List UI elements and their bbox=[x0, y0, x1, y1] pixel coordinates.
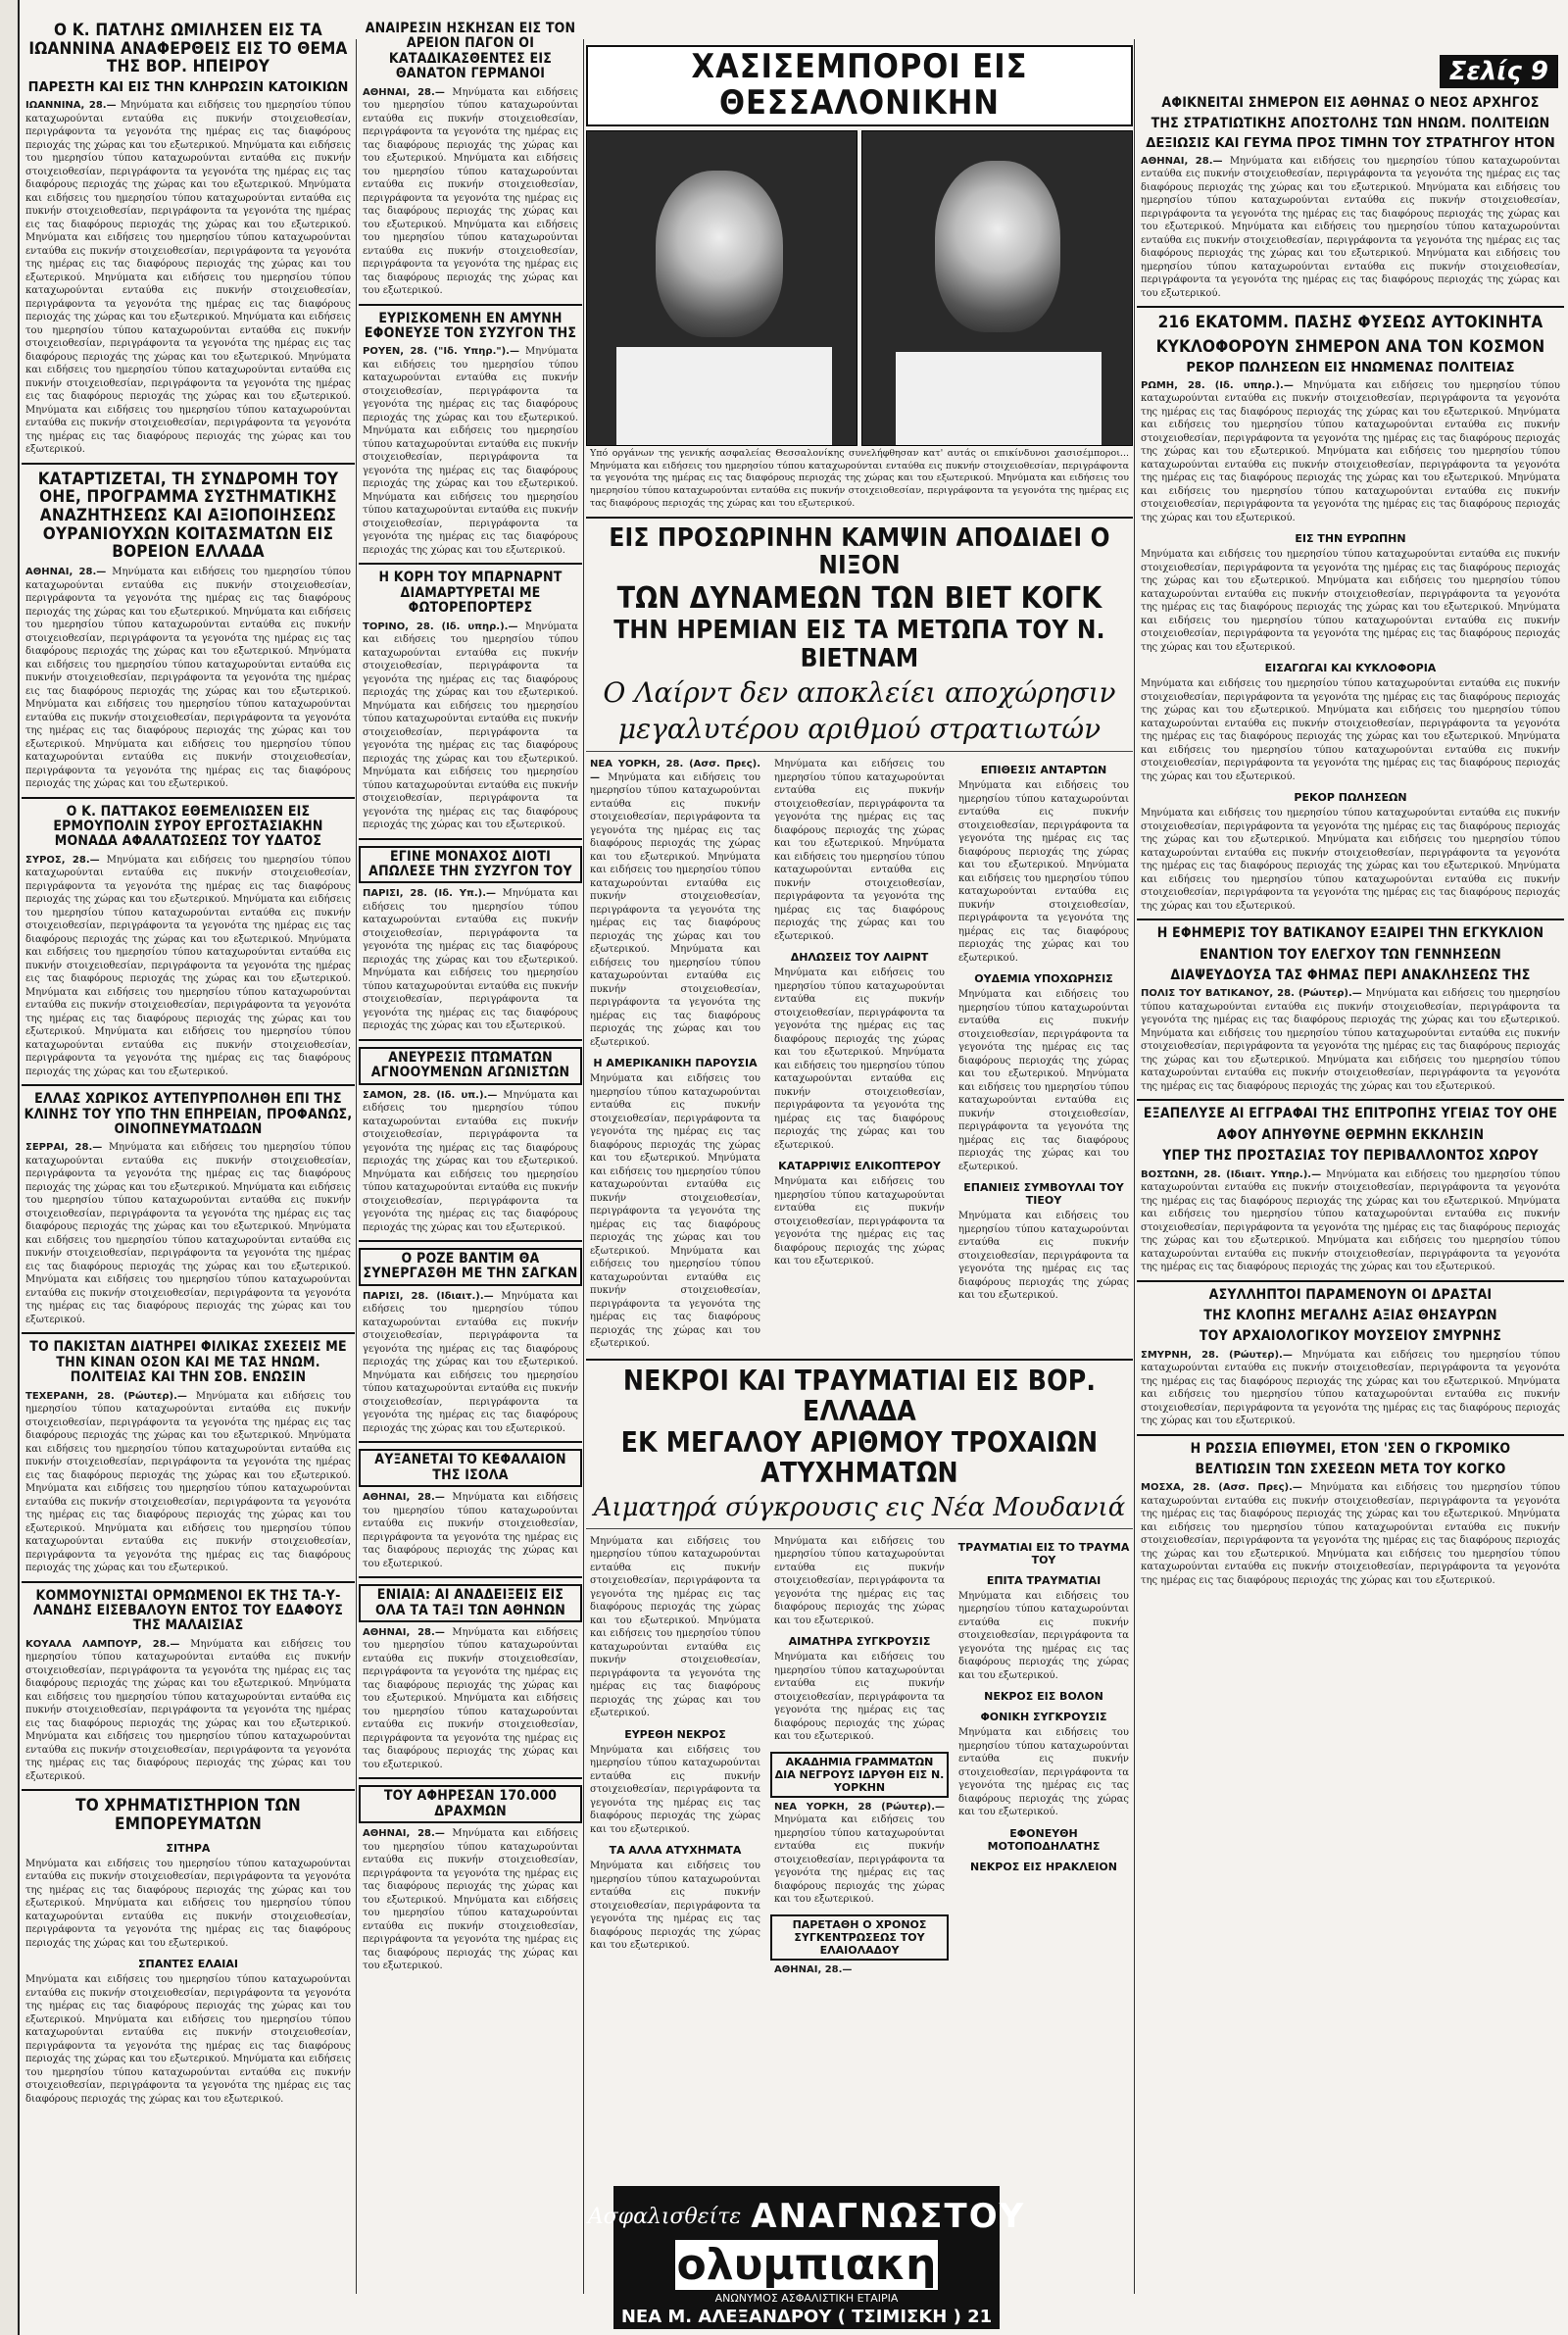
article-body bbox=[774, 758, 945, 943]
column-2 bbox=[359, 0, 582, 1975]
headline: ΕΝΙΑΙΑ: ΑΙ ΑΝΑΔΕΙΞΕΙΣ ΕΙΣ ΟΛΑ ΤΑ ΤΑΞΙ ΤΩΝ ΑΘΗΝΩΝ bbox=[359, 1584, 582, 1622]
article-text: Μηνύματα και ειδήσεις του ημερησίου τύπου καταχωρούνται ενταύθα εις πυκνήν στοιχειοθεσίαν, περιγράφοντα τα γεγονότα της ημέρας εις τας διαφόρους περιοχάς της χώρας και του εξωτερικού. bbox=[1141, 575, 1560, 614]
article-text: Μηνύματα και ειδήσεις του ημερησίου τύπου καταχωρούνται ενταύθα εις πυκνήν στοιχειοθεσίαν, περιγράφοντα τα γεγονότα της ημέρας εις τας διαφόρους περιοχάς της χώρας και του εξωτερικού. bbox=[1141, 1168, 1561, 1207]
article-text: Μηνύματα και ειδήσεις του ημερησίου τύπου καταχωρούνται ενταύθα εις πυκνήν στοιχειοθεσίαν, περιγράφοντα τα γεγονότα της ημέρας εις τας διαφόρους περιοχάς της χώρας και του εξωτερικού. bbox=[958, 1068, 1130, 1172]
text-column bbox=[586, 756, 764, 1353]
dateline: ΝΕΑ ΥΟΡΚΗ, 28. (Ασσ. Πρες).— bbox=[590, 759, 760, 783]
article-body bbox=[1141, 1349, 1560, 1428]
article-text: Μηνύματα και ειδήσεις του ημερησίου τύπου καταχωρούνται ενταύθα εις πυκνήν στοιχειοθεσίαν, περιγράφοντα τα γεγονότα της ημέρας εις τας διαφόρους περιοχάς της χώρας και του εξωτερικού. bbox=[363, 346, 578, 423]
text-column bbox=[955, 756, 1133, 1353]
headline: Ο Κ. ΠΑΤΛΗΣ ΩΜΙΛΗΣΕΝ ΕΙΣ ΤΑ ΙΩΑΝΝΙΝΑ ΑΝΑΦΕΡΘΕΙΣ ΕΙΣ ΤΟ ΘΕΜΑ ΤΗΣ ΒΟΡ. ΗΠΕΙΡΟΥ bbox=[28, 21, 348, 77]
column-rule bbox=[1134, 39, 1135, 2294]
article-text: Μηνύματα και ειδήσεις του ημερησίου τύπου καταχωρούνται ενταύθα εις πυκνήν στοιχειοθεσίαν, περιγράφοντα τα γεγονότα της ημέρας εις τας διαφόρους περιοχάς της χώρας και του εξωτερικού. bbox=[590, 472, 1129, 510]
article-text: Μηνύματα και ειδήσεις του ημερησίου τύπου καταχωρούνται ενταύθα εις πυκνήν στοιχειοθεσίαν, περιγράφοντα τα γεγονότα της ημέρας εις τας διαφόρους περιοχάς της χώρας και του εξωτερικού. bbox=[25, 1731, 351, 1782]
ad-address: ΝΕΑ Μ. ΑΛΕΞΑΝΔΡΟΥ ( ΤΣΙΜΙΣΚΗ ) 21 bbox=[620, 2307, 993, 2327]
subheadline: ΠΑΡΕΣΤΗ ΚΑΙ ΕΙΣ ΤΗΝ ΚΛΗΡΩΣΙΝ ΚΑΤΟΙΚΙΩΝ bbox=[27, 80, 349, 96]
page-number-badge bbox=[1137, 55, 1558, 88]
article-text: Μηνύματα και ειδήσεις του ημερησίου τύπου καταχωρούνται ενταύθα εις πυκνήν στοιχειοθεσίαν, περιγράφοντα τα γεγονότα της ημέρας εις τας διαφόρους περιοχάς της χώρας και του εξωτερικού. bbox=[363, 1089, 579, 1168]
article-body bbox=[1141, 379, 1560, 525]
section-kicker: ΤΡΑΥΜΑΤΙΑΙ ΕΙΣ ΤΟ ΤΡΑΥΜΑ ΤΟΥ bbox=[957, 1540, 1130, 1566]
article-body bbox=[25, 854, 351, 1079]
article-text: Μηνύματα και ειδήσεις του ημερησίου τύπου καταχωρούνται ενταύθα εις πυκνήν στοιχειοθεσίαν, περιγράφοντα τα γεγονότα της ημέρας εις τας διαφόρους περιοχάς της χώρας και του εξωτερικού. bbox=[25, 1142, 352, 1193]
dateline: ΑΘΗΝΑΙ, 28.— bbox=[1141, 155, 1223, 167]
article-body bbox=[363, 1626, 578, 1772]
article-text: Μηνύματα και ειδήσεις του ημερησίου τύπου καταχωρούνται ενταύθα εις πυκνήν στοιχειοθεσίαν, περιγράφοντα τα γεγονότα της ημέρας εις τας διαφόρους περιοχάς της χώρας και του εξωτερικού. bbox=[25, 699, 351, 750]
section-kicker: Η ΑΜΕΡΙΚΑΝΙΚΗ ΠΑΡΟΥΣΙΑ bbox=[593, 1057, 758, 1070]
headline: ΤΟΥ ΑΦΗΡΕΣΑΝ 170.000 ΔΡΑΧΜΩΝ bbox=[359, 1785, 582, 1823]
headline: ΑΝΑΙΡΕΣΙΝ ΗΣΚΗΣΑΝ ΕΙΣ ΤΟΝ ΑΡΕΙΟΝ ΠΑΓΟΝ ΟΙ ΚΑΤΑΔΙΚΑΣΘΕΝΤΕΣ ΕΙΣ ΘΑΝΑΤΟΝ ΓΕΡΜΑΝΟΙ bbox=[365, 21, 576, 82]
section-kicker: ΠΑΡΕΤΑΘΗ Ο ΧΡΟΝΟΣ ΣΥΓΚΕΝΤΡΩΣΕΩΣ ΤΟΥ ΕΛΑΙΟΛΑΔΟΥ bbox=[770, 1914, 949, 1961]
article-text: Μηνύματα και ειδήσεις του ημερησίου τύπου καταχωρούνται ενταύθα εις πυκνήν στοιχειοθεσίαν, περιγράφοντα τα γεγονότα της ημέρας εις τας διαφόρους περιοχάς της χώρας και του εξωτερικού. bbox=[25, 351, 351, 403]
headline: ΚΟΜΜΟΥΝΙΣΤΑΙ ΟΡΜΩΜΕΝΟΙ ΕΚ ΤΗΣ ΤΑ-Υ-ΛΑΝΔΗΣ ΕΙΣΕΒΑΛΟΥΝ ΕΝΤΟΣ ΤΟΥ ΕΔΑΦΟΥΣ ΤΗΣ ΜΑΛΑΙΣΙΑΣ bbox=[32, 1587, 344, 1634]
dateline: ΠΑΡΙΣΙ, 28. (Ιδιαιτ.).— bbox=[363, 1290, 494, 1302]
article-body bbox=[958, 1210, 1129, 1303]
article-body bbox=[774, 967, 945, 1152]
headline: ΕΥΡΙΣΚΟΜΕΝΗ ΕΝ ΑΜΥΝΗ ΕΦΟΝΕΥΣΕ ΤΟΝ ΣΥΖΥΓΟΝ ΤΗΣ bbox=[364, 310, 577, 341]
article-body bbox=[25, 99, 351, 457]
article-text: Μηνύματα και ειδήσεις του ημερησίου τύπου καταχωρούνται ενταύθα εις πυκνήν στοιχειοθεσίαν, περιγράφοντα τα γεγονότα της ημέρας εις τας διαφόρους περιοχάς της χώρας και του εξωτερικού. bbox=[1141, 222, 1560, 260]
article-text: Μηνύματα και ειδήσεις του ημερησίου τύπου καταχωρούνται ενταύθα εις πυκνήν στοιχειοθεσίαν, περιγράφοντα τα γεγονότα της ημέρας εις τας διαφόρους περιοχάς της χώρας και του εξωτερικού. bbox=[363, 888, 578, 966]
divider bbox=[1137, 919, 1564, 920]
article-text: Μηνύματα και ειδήσεις του ημερησίου τύπου καταχωρούνται ενταύθα εις πυκνήν στοιχειοθεσίαν, περιγράφοντα τα γεγονότα της ημέρας εις τας διαφόρους περιοχάς της χώρας και του εξωτερικού. bbox=[1141, 155, 1560, 193]
article-text: Μηνύματα και ειδήσεις του ημερησίου τύπου καταχωρούνται ενταύθα εις πυκνήν στοιχειοθεσίαν, περιγράφοντα τα γεγονότα της ημέρας εις τας διαφόρους περιοχάς της χώρας και του εξωτερικού. bbox=[1141, 1375, 1560, 1427]
article-text: Μηνύματα και ειδήσεις του ημερησίου τύπου καταχωρούνται ενταύθα εις πυκνήν στοιχειοθεσίαν, περιγράφοντα τα γεγονότα της ημέρας εις τας διαφόρους περιοχάς της χώρας και του εξωτερικού. bbox=[590, 1073, 760, 1165]
dateline: ΜΟΣΧΑ, 28. (Ασσ. Πρες).— bbox=[1141, 1482, 1302, 1494]
headline: ΕΞΑΠΕΛΥΣΕ ΑΙ ΕΓΓΡΑΦΑΙ ΤΗΣ ΕΠΙΤΡΟΠΗΣ ΥΓΕΙΑΣ ΤΟΥ ΟΗΕ bbox=[1143, 1106, 1558, 1122]
headline: 216 ΕΚΑΤΟΜΜ. ΠΑΣΗΣ ΦΥΣΕΩΣ ΑΥΤΟΚΙΝΗΤΑ bbox=[1157, 313, 1544, 333]
article-text: Μηνύματα και ειδήσεις του ημερησίου τύπου καταχωρούνται ενταύθα εις πυκνήν στοιχειοθεσίαν, περιγράφοντα τα γεγονότα της ημέρας εις τας διαφόρους περιοχάς της χώρας και του εξωτερικού. bbox=[25, 139, 351, 191]
shirt-image bbox=[616, 347, 832, 445]
column-3 bbox=[586, 0, 1133, 2327]
headline: ΤΗΣ ΚΛΟΠΗΣ ΜΕΓΑΛΗΣ ΑΞΙΑΣ ΘΗΣΑΥΡΩΝ bbox=[1203, 1307, 1497, 1323]
dateline: ΑΘΗΝΑΙ, 28.— bbox=[25, 567, 107, 577]
article-text: Μηνύματα και ειδήσεις του ημερησίου τύπου καταχωρούνται ενταύθα εις πυκνήν στοιχειοθεσίαν, περιγράφοντα τα γεγονότα της ημέρας εις τας διαφόρους περιοχάς της χώρας και του εξωτερικού. bbox=[25, 1522, 352, 1574]
main-headline: ΕΙΣ ΠΡΟΣΩΡΙΝΗΝ ΚΑΜΨΙΝ ΑΠΟΔΙΔΕΙ Ο ΝΙΞΟΝ bbox=[609, 522, 1110, 581]
dateline: ΣΕΡΡΑΙ, 28.— bbox=[25, 1142, 103, 1154]
section-kicker: ΝΕΚΡΟΣ ΕΙΣ ΒΟΛΟΝ bbox=[984, 1690, 1103, 1704]
dateline: ΠΟΛΙΣ ΤΟΥ ΒΑΤΙΚΑΝΟΥ, 28. (Ρώυτερ).— bbox=[1141, 988, 1362, 1000]
dateline: ΝΕΑ ΥΟΡΚΗ, 28 (Ρώυτερ).— bbox=[774, 1801, 945, 1813]
article-body bbox=[1141, 807, 1560, 913]
headline: ΤΟ ΠΑΚΙΣΤΑΝ ΔΙΑΤΗΡΕΙ ΦΙΛΙΚΑΣ ΣΧΕΣΕΙΣ ΜΕ ΤΗΝ ΚΙΝΑΝ ΟΣΟΝ ΚΑΙ ΜΕ ΤΑΣ ΗΝΩΜ. ΠΟΛΙΤΕΙΑΣ ΚΑΙ ΤΗΝ ΣΟΒ. ΕΝΩΣΙΝ bbox=[29, 1339, 347, 1386]
section-kicker: ΔΗΛΩΣΕΙΣ ΤΟΥ ΛΑΙΡΝΤ bbox=[790, 951, 929, 965]
section-kicker: ΕΙΣ ΤΗΝ ΕΥΡΩΠΗΝ bbox=[1295, 532, 1406, 546]
divider bbox=[1137, 1099, 1564, 1101]
article-body bbox=[590, 1535, 760, 1720]
article-text: Μηνύματα και ειδήσεις του ημερησίου τύπου καταχωρούνται ενταύθα εις πυκνήν στοιχειοθεσίαν, περιγράφοντα τα γεγονότα της ημέρας εις τας διαφόρους περιοχάς της χώρας και του εξωτερικού. bbox=[590, 1615, 761, 1719]
headline: Ο Κ. ΠΑΤΤΑΚΟΣ ΕΘΕΜΕΛΙΩΣΕΝ ΕΙΣ ΕΡΜΟΥΠΟΛΙΝ ΣΥΡΟΥ ΕΡΓΟΣΤΑΣΙΑΚΗΝ ΜΟΝΑΔΑ ΑΦΑΛΑΤΩΣΕΩΣ ΤΟΥ ΥΔΑΤΟΣ bbox=[53, 803, 323, 850]
column-1 bbox=[22, 0, 355, 2108]
article-text: Μηνύματα και ειδήσεις του ημερησίου τύπου καταχωρούνται ενταύθα εις πυκνήν στοιχειοθεσίαν, περιγράφοντα τα γεγονότα της ημέρας εις τας διαφόρους περιοχάς της χώρας και του εξωτερικού. bbox=[1141, 1349, 1561, 1387]
article-text: Μηνύματα και ειδήσεις του ημερησίου τύπου καταχωρούνται ενταύθα εις πυκνήν στοιχειοθεσίαν, περιγράφοντα τα γεγονότα της ημέρας εις τας διαφόρους περιοχάς της χώρας και του εξωτερικού. bbox=[25, 738, 352, 789]
divider bbox=[1137, 306, 1564, 308]
article-body bbox=[958, 779, 1129, 965]
article-body bbox=[363, 621, 578, 832]
subheadline: ΔΕΞΙΩΣΙΣ ΚΑΙ ΓΕΥΜΑ ΠΡΟΣ ΤΙΜΗΝ ΤΟΥ ΣΤΡΑΤΗΓΟΥ ΗΤΟΝ bbox=[1146, 135, 1555, 151]
article-text: Μηνύματα και ειδήσεις του ημερησίου τύπου καταχωρούνται ενταύθα εις πυκνήν στοιχειοθεσίαν, περιγράφοντα τα γεγονότα της ημέρας εις τας διαφόρους περιοχάς της χώρας και του εξωτερικού. bbox=[363, 1290, 578, 1368]
article-text: Μηνύματα και ειδήσεις του ημερησίου τύπου καταχωρούνται ενταύθα εις πυκνήν στοιχειοθεσίαν, περιγράφοντα τα γεγονότα της ημέρας εις τας διαφόρους περιοχάς της χώρας και του εξωτερικού. bbox=[25, 1678, 351, 1729]
article-text: Μηνύματα και ειδήσεις του ημερησίου τύπου καταχωρούνται ενταύθα εις πυκνήν στοιχειοθεσίαν, περιγράφοντα τα γεγονότα της ημέρας εις τας διαφόρους περιοχάς της χώρας και του εξωτερικού. bbox=[363, 1693, 578, 1770]
article-text: Μηνύματα και ειδήσεις του ημερησίου τύπου καταχωρούνται ενταύθα εις πυκνήν στοιχειοθεσίαν, περιγράφοντα τα γεγονότα της ημέρας εις τας διαφόρους περιοχάς της χώρας και του εξωτερικού. bbox=[25, 404, 351, 456]
article-columns bbox=[586, 1533, 1133, 1979]
article-body bbox=[774, 1801, 945, 1907]
article-text: Μηνύματα και ειδήσεις του ημερησίου τύπου καταχωρούνται ενταύθα εις πυκνήν στοιχειοθεσίαν, περιγράφοντα τα γεγονότα της ημέρας εις τας διαφόρους περιοχάς της χώρας και του εξωτερικού. bbox=[1141, 731, 1560, 782]
article-text: Μηνύματα και ειδήσεις του ημερησίου τύπου καταχωρούνται ενταύθα εις πυκνήν στοιχειοθεσίαν, περιγράφοντα τα γεγονότα της ημέρας εις τας διαφόρους περιοχάς της χώρας και του εξωτερικού. bbox=[590, 1245, 760, 1350]
article-text: Μηνύματα και ειδήσεις του ημερησίου τύπου καταχωρούνται ενταύθα εις πυκνήν στοιχειοθεσίαν, περιγράφοντα τα γεγονότα της ημέρας εις τας διαφόρους περιοχάς της χώρας και του εξωτερικού. bbox=[363, 1168, 578, 1233]
divider bbox=[359, 1039, 582, 1041]
article-body bbox=[1141, 1168, 1560, 1274]
article-body bbox=[363, 345, 578, 557]
section-kicker: ΤΑ ΑΛΛΑ ΑΤΥΧΗΜΑΤΑ bbox=[609, 1844, 742, 1858]
dateline: ΡΟΥΕΝ, 28. ("Ιδ. Υπηρ.").— bbox=[363, 346, 519, 358]
divider bbox=[22, 1332, 355, 1334]
photo-row bbox=[586, 130, 1133, 446]
divider bbox=[22, 1084, 355, 1086]
ad-top-row bbox=[587, 2197, 1026, 2236]
article-body bbox=[363, 86, 578, 298]
text-column bbox=[955, 1533, 1133, 1979]
headline: ΤΗΣ ΣΤΡΑΤΙΩΤΙΚΗΣ ΑΠΟΣΤΟΛΗΣ ΤΩΝ ΗΝΩΜ. ΠΟΛΙΤΕΙΩΝ bbox=[1151, 116, 1550, 132]
dateline: ΑΘΗΝΑΙ, 28.— bbox=[363, 1492, 445, 1504]
article-text: Μηνύματα και ειδήσεις του ημερησίου τύπου καταχωρούνται ενταύθα εις πυκνήν στοιχειοθεσίαν, περιγράφοντα τα γεγονότα της ημέρας εις τας διαφόρους περιοχάς της χώρας και του εξωτερικού. bbox=[774, 838, 946, 942]
ad-brand: ΑΝΑΓΝΩΣΤΟΥ bbox=[751, 2197, 1026, 2236]
dateline: ΡΩΜΗ, 28. (Ιδ. υπηρ.).— bbox=[1141, 379, 1294, 391]
article-text: Μηνύματα και ειδήσεις του ημερησίου τύπου καταχωρούνται ενταύθα εις πυκνήν στοιχειοθεσίαν, περιγράφοντα τα γεγονότα της ημέρας εις τας διαφόρους περιοχάς της χώρας και του εξωτερικού. bbox=[958, 989, 1129, 1080]
photo bbox=[586, 130, 858, 446]
column-rule bbox=[356, 39, 357, 2294]
headline: Η ΡΩΣΣΙΑ ΕΠΙΘΥΜΕΙ, ΕΤΟΝ 'ΣΕΝ Ο ΓΚΡΟΜΙΚΟ bbox=[1190, 1440, 1511, 1457]
article-body bbox=[958, 1590, 1129, 1683]
divider bbox=[22, 1789, 355, 1791]
article-body bbox=[363, 1827, 578, 1973]
article-text: Μηνύματα και ειδήσεις του ημερησίου τύπου καταχωρούνται ενταύθα εις πυκνήν στοιχειοθεσίαν, περιγράφοντα τα γεγονότα της ημέρας εις τας διαφόρους περιοχάς της χώρας και του εξωτερικού. bbox=[25, 606, 351, 657]
article-text: Μηνύματα και ειδήσεις του ημερησίου τύπου καταχωρούνται ενταύθα εις πυκνήν στοιχειοθεσίαν, περιγράφοντα τα γεγονότα της ημέρας εις τας διαφόρους περιοχάς της χώρας και του εξωτερικού. bbox=[1141, 248, 1560, 299]
dateline: ΤΕΧΕΡΑΝΗ, 28. (Ρώυτερ).— bbox=[25, 1390, 187, 1402]
article-body bbox=[774, 1535, 945, 1628]
article-text: Μηνύματα και ειδήσεις του ημερησίου τύπου καταχωρούνται ενταύθα εις πυκνήν στοιχειοθεσίαν, περιγράφοντα τα γεγονότα της ημέρας εις τας διαφόρους περιοχάς της χώρας και του εξωτερικού. bbox=[25, 1430, 351, 1481]
divider bbox=[359, 1777, 582, 1779]
section-kicker: ΑΚΑΔΗΜΙΑ ΓΡΑΜΜΑΤΩΝ ΔΙΑ ΝΕΓΡΟΥΣ ΙΔΡΥΘΗ ΕΙΣ Ν. ΥΟΡΚΗΝ bbox=[770, 1752, 949, 1798]
article-text: Μηνύματα και ειδήσεις του ημερησίου τύπου καταχωρούνται ενταύθα εις πυκνήν στοιχειοθεσίαν, περιγράφοντα τα γεγονότα της ημέρας εις τας διαφόρους περιοχάς της χώρας και του εξωτερικού. bbox=[25, 933, 351, 985]
article-text: Μηνύματα και ειδήσεις του ημερησίου τύπου καταχωρούνται ενταύθα εις πυκνήν στοιχειοθεσίαν, περιγράφοντα τα γεγονότα της ημέρας εις τας διαφόρους περιοχάς της χώρας και του εξωτερικού. bbox=[363, 219, 578, 297]
article-body bbox=[363, 1491, 578, 1570]
article-text: Μηνύματα και ειδήσεις του ημερησίου τύπου καταχωρούνται ενταύθα εις πυκνήν στοιχειοθεσίαν, περιγράφοντα τα γεγονότα της ημέρας εις τας διαφόρους περιοχάς της χώρας και του εξωτερικού. bbox=[363, 1894, 578, 1972]
dateline: ΣΥΡΟΣ, 28.— bbox=[25, 854, 100, 866]
main-headline: ΤΩΝ ΔΥΝΑΜΕΩΝ ΤΩΝ ΒΙΕΤ ΚΟΓΚ bbox=[616, 581, 1102, 617]
article-text: Μηνύματα και ειδήσεις του ημερησίου τύπου καταχωρούνται ενταύθα εις πυκνήν στοιχειοθεσίαν, περιγράφοντα τα γεγονότα της ημέρας εις τας διαφόρους περιοχάς της χώρας και του εξωτερικού. bbox=[1141, 834, 1560, 872]
section-kicker: ΕΠΑΝΙΕΙΣ ΣΥΜΒΟΥΛΑΙ ΤΟΥ ΤΙΕΟΥ bbox=[963, 1181, 1124, 1208]
article-body bbox=[1141, 987, 1560, 1093]
headline: Η ΚΟΡΗ ΤΟΥ ΜΠΑΡΝΑΡΝΤ ΔΙΑΜΑΡΤΥΡΕΤΑΙ ΜΕ ΦΩΤΟΡΕΠΟΡΤΕΡΣ bbox=[378, 570, 563, 617]
article-text: Μηνύματα και ειδήσεις του ημερησίου τύπου καταχωρούνται ενταύθα εις πυκνήν στοιχειοθεσίαν, περιγράφοντα τα γεγονότα της ημέρας εις τας διαφόρους περιοχάς της χώρας και του εξωτερικού. bbox=[1141, 988, 1560, 1026]
article-text: Μηνύματα και ειδήσεις του ημερησίου τύπου καταχωρούνται ενταύθα εις πυκνήν στοιχειοθεσίαν, περιγράφοντα τα γεγονότα της ημέρας εις τας διαφόρους περιοχάς της χώρας και του εξωτερικού. bbox=[25, 1221, 351, 1272]
headline: ΕΝΑΝΤΙΟΝ ΤΟΥ ΕΛΕΓΧΟΥ ΤΩΝ ΓΕΝΝΗΣΕΩΝ bbox=[1200, 946, 1501, 963]
dateline: ΤΟΡΙΝΟ, 28. (Ιδ. υπηρ.).— bbox=[363, 621, 518, 632]
article-text: Μηνύματα και ειδήσεις του ημερησίου τύπου καταχωρούνται ενταύθα εις πυκνήν στοιχειοθεσίαν, περιγράφοντα τα γεγονότα της ημέρας εις τας διαφόρους περιοχάς της χώρας και του εξωτερικού. bbox=[774, 1814, 945, 1906]
dateline: ΑΘΗΝΑΙ, 28.— bbox=[363, 1828, 445, 1840]
deck: Αιματηρά σύγκρουσις εις Νέα Μουδανιά bbox=[593, 1492, 1126, 1522]
article-body bbox=[1141, 548, 1560, 654]
insurance-ad bbox=[587, 2186, 1026, 2329]
main-headline: ΤΗΝ ΗΡΕΜΙΑΝ ΕΙΣ ΤΑ ΜΕΤΩΠΑ ΤΟΥ Ν. ΒΙΕΤΝΑΜ bbox=[613, 616, 1105, 673]
article-text: Μηνύματα και ειδήσεις του ημερησίου τύπου καταχωρούνται ενταύθα εις πυκνήν στοιχειοθεσίαν, περιγράφοντα τα γεγονότα της ημέρας εις τας διαφόρους περιοχάς της χώρας και του εξωτερικού. bbox=[25, 894, 351, 945]
article-text: Μηνύματα και ειδήσεις του ημερησίου τύπου καταχωρούνται ενταύθα εις πυκνήν στοιχειοθεσίαν, περιγράφοντα τα γεγονότα της ημέρας εις τας διαφόρους περιοχάς της χώρας και του εξωτερικού. bbox=[25, 1390, 352, 1442]
article-body bbox=[590, 1072, 760, 1351]
section-kicker: ΕΙΣΑΓΩΓΑΙ ΚΑΙ ΚΥΚΛΟΦΟΡΙΑ bbox=[1264, 662, 1437, 675]
ad-subtitle: ΑΝΩΝΥΜΟΣ ΑΣΦΑΛΙΣΤΙΚΗ ΕΤΑΙΡΙΑ bbox=[714, 2292, 899, 2305]
divider bbox=[359, 1576, 582, 1578]
article-body bbox=[1141, 155, 1560, 301]
article-text: Μηνύματα και ειδήσεις του ημερησίου τύπου καταχωρούνται ενταύθα εις πυκνήν στοιχειοθεσίαν, περιγράφοντα τα γεγονότα της ημέρας εις τας διαφόρους περιοχάς της χώρας και του εξωτερικού. bbox=[25, 1483, 351, 1534]
headline: ΚΥΚΛΟΦΟΡΟΥΝ ΣΗΜΕΡΟΝ ΑΝΑ ΤΟΝ ΚΟΣΜΟΝ bbox=[1155, 336, 1545, 357]
article-text: Μηνύματα και ειδήσεις του ημερησίου τύπου καταχωρούνται ενταύθα εις πυκνήν στοιχειοθεσίαν, περιγράφοντα τα γεγονότα της ημέρας εις τας διαφόρους περιοχάς της χώρας και του εξωτερικού. bbox=[1141, 1195, 1560, 1246]
headline: ΕΛΛΑΣ ΧΩΡΙΚΟΣ ΑΥΤΕΠΥΡΠΟΛΗΘΗ ΕΠΙ ΤΗΣ ΚΛΙΝΗΣ ΤΟΥ ΥΠΟ ΤΗΝ ΕΠΗΡΕΙΑΝ, ΠΡΟΦΑΝΩΣ, ΟΙΝΟΠΝΕΥΜΑΤΩΔΩΝ bbox=[24, 1091, 353, 1137]
article-text: Μηνύματα και ειδήσεις του ημερησίου τύπου καταχωρούνται ενταύθα εις πυκνήν στοιχειοθεσίαν, περιγράφοντα τα γεγονότα της ημέρας εις τας διαφόρους περιοχάς της χώρας και του εξωτερικού. bbox=[25, 1274, 351, 1325]
article-text: Μηνύματα και ειδήσεις του ημερησίου τύπου καταχωρούνται ενταύθα εις πυκνήν στοιχειοθεσίαν, περιγράφοντα τα γεγονότα της ημέρας εις τας διαφόρους περιοχάς της χώρας και του εξωτερικού. bbox=[1141, 1054, 1560, 1092]
article-text: Μηνύματα και ειδήσεις του ημερησίου τύπου καταχωρούνται ενταύθα εις πυκνήν στοιχειοθεσίαν, περιγράφοντα τα γεγονότα της ημέρας εις τας διαφόρους περιοχάς της χώρας και του εξωτερικού. bbox=[1141, 379, 1560, 418]
divider bbox=[1137, 1434, 1564, 1436]
divider bbox=[359, 838, 582, 840]
face-image bbox=[656, 171, 783, 337]
article-text: Μηνύματα και ειδήσεις του ημερησίου τύπου καταχωρούνται ενταύθα εις πυκνήν στοιχειοθεσίαν, περιγράφοντα τα γεγονότα της ημέρας εις τας διαφόρους περιοχάς της χώρας και του εξωτερικού. bbox=[1141, 446, 1560, 484]
article-text: Μηνύματα και ειδήσεις του ημερησίου τύπου καταχωρούνται ενταύθα εις πυκνήν στοιχειοθεσίαν, περιγράφοντα τα γεγονότα της ημέρας εις τας διαφόρους περιοχάς της χώρας και του εξωτερικού. bbox=[958, 780, 1129, 871]
dateline: ΚΟΥΑΛΑ ΛΑΜΠΟΥΡ, 28.— bbox=[25, 1638, 180, 1650]
article-text: Μηνύματα και ειδήσεις του ημερησίου τύπου καταχωρούνται ενταύθα εις πυκνήν στοιχειοθεσίαν, περιγράφοντα τα γεγονότα της ημέρας εις τας διαφόρους περιοχάς της χώρας και του εξωτερικού. bbox=[25, 1181, 351, 1233]
article-text: Μηνύματα και ειδήσεις του ημερησίου τύπου καταχωρούνται ενταύθα εις πυκνήν στοιχειοθεσίαν, περιγράφοντα τα γεγονότα της ημέρας εις τας διαφόρους περιοχάς της χώρας και του εξωτερικού. bbox=[363, 1492, 578, 1569]
article-columns bbox=[586, 756, 1133, 1353]
headline: ΤΟΥ ΑΡΧΑΙΟΛΟΓΙΚΟΥ ΜΟΥΣΕΙΟΥ ΣΜΥΡΝΗΣ bbox=[1199, 1328, 1502, 1345]
section-kicker: ΚΑΤΑΡΡΙΨΙΣ ΕΛΙΚΟΠΤΕΡΟΥ bbox=[778, 1160, 941, 1173]
section-kicker: ΕΦΟΝΕΥΘΗ ΜΟΤΟΠΟΔΗΛΑΤΗΣ bbox=[987, 1826, 1101, 1853]
article-text: Μηνύματα και ειδήσεις του ημερησίου τύπου καταχωρούνται ενταύθα εις πυκνήν στοιχειοθεσίαν, περιγράφοντα τα γεγονότα της ημέρας εις τας διαφόρους περιοχάς της χώρας και του εξωτερικού. bbox=[363, 621, 578, 699]
page-number: Σελίς 9 bbox=[1440, 55, 1558, 88]
photo-caption bbox=[590, 448, 1129, 511]
article-text: Μηνύματα και ειδήσεις του ημερησίου τύπου καταχωρούνται ενταύθα εις πυκνήν στοιχειοθεσίαν, περιγράφοντα τα γεγονότα της ημέρας εις τας διαφόρους περιοχάς της χώρας και του εξωτερικού. bbox=[774, 1176, 945, 1267]
article-text: Μηνύματα και ειδήσεις του ημερησίου τύπου καταχωρούνται ενταύθα εις πυκνήν στοιχειοθεσίαν, περιγράφοντα τα γεγονότα της ημέρας εις τας διαφόρους περιοχάς της χώρας και του εξωτερικού. bbox=[25, 646, 351, 697]
headline: ΑΣΥΛΛΗΠΤΟΙ ΠΑΡΑΜΕΝΟΥΝ ΟΙ ΔΡΑΣΤΑΙ bbox=[1208, 1286, 1493, 1303]
divider bbox=[586, 1359, 1133, 1361]
article-text: Μηνύματα και ειδήσεις του ημερησίου τύπου καταχωρούνται ενταύθα εις πυκνήν στοιχειοθεσίαν, περιγράφοντα τα γεγονότα της ημέρας εις τας διαφόρους περιοχάς της χώρας και του εξωτερικού. bbox=[363, 491, 578, 556]
photo bbox=[861, 130, 1133, 446]
article-body bbox=[363, 1290, 578, 1436]
divider bbox=[586, 517, 1133, 519]
dateline: ΑΘΗΝΑΙ, 28.— bbox=[774, 1963, 853, 1975]
article-text: Μηνύματα και ειδήσεις του ημερησίου τύπου καταχωρούνται ενταύθα εις πυκνήν στοιχειοθεσίαν, περιγράφοντα τα γεγονότα της ημέρας εις τας διαφόρους περιοχάς της χώρας και του εξωτερικού. bbox=[1141, 181, 1560, 233]
article-text: Μηνύματα και ειδήσεις του ημερησίου τύπου καταχωρούνται ενταύθα εις πυκνήν στοιχειοθεσίαν, περιγράφοντα τα γεγονότα της ημέρας εις τας διαφόρους περιοχάς της χώρας και του εξωτερικού. bbox=[25, 1858, 351, 1910]
subheadline: ΡΕΚΟΡ ΠΩΛΗΣΕΩΝ ΕΙΣ ΗΝΩΜΕΝΑΣ ΠΟΛΙΤΕΙΑΣ bbox=[1186, 360, 1515, 375]
divider bbox=[359, 1240, 582, 1242]
article-text: Μηνύματα και ειδήσεις του ημερησίου τύπου καταχωρούνται ενταύθα εις πυκνήν στοιχειοθεσίαν, περιγράφοντα τα γεγονότα της ημέρας εις τας διαφόρους περιοχάς της χώρας και του εξωτερικού. bbox=[25, 2013, 352, 2065]
article-text: Μηνύματα και ειδήσεις του ημερησίου τύπου καταχωρούνται ενταύθα εις πυκνήν στοιχειοθεσίαν, περιγράφοντα τα γεγονότα της ημέρας εις τας διαφόρους περιοχάς της χώρας και του εξωτερικού. bbox=[774, 1047, 946, 1151]
column-4 bbox=[1137, 0, 1564, 1589]
headline: ΑΦΙΚΝΕΙΤΑΙ ΣΗΜΕΡΟΝ ΕΙΣ ΑΘΗΝΑΣ Ο ΝΕΟΣ ΑΡΧΗΓΟΣ bbox=[1161, 95, 1540, 111]
article-text: Μηνύματα και ειδήσεις του ημερησίου τύπου καταχωρούνται ενταύθα εις πυκνήν στοιχειοθεσίαν, περιγράφοντα τα γεγονότα της ημέρας εις τας διαφόρους περιοχάς της χώρας και του εξωτερικού. bbox=[363, 1828, 578, 1906]
article-text: Μηνύματα και ειδήσεις του ημερησίου τύπου καταχωρούνται ενταύθα εις πυκνήν στοιχειοθεσίαν, περιγράφοντα τα γεγονότα της ημέρας εις τας διαφόρους περιοχάς της χώρας και του εξωτερικού. bbox=[25, 567, 351, 618]
article-text: Μηνύματα και ειδήσεις του ημερησίου τύπου καταχωρούνται ενταύθα εις πυκνήν στοιχειοθεσίαν, περιγράφοντα τα γεγονότα της ημέρας εις τας διαφόρους περιοχάς της χώρας και του εξωτερικού. bbox=[25, 232, 351, 283]
headline: Ο ΡΟΖΕ ΒΑΝΤΙΜ ΘΑ ΣΥΝΕΡΓΑΣΘΗ ΜΕ ΤΗΝ ΣΑΓΚΑΝ bbox=[359, 1248, 582, 1286]
divider bbox=[22, 1581, 355, 1583]
article-body bbox=[25, 1638, 351, 1784]
text-column bbox=[770, 756, 949, 1353]
article-text: Μηνύματα και ειδήσεις του ημερησίου τύπου καταχωρούνται ενταύθα εις πυκνήν στοιχειοθεσίαν, περιγράφοντα τα γεγονότα της ημέρας εις τας διαφόρους περιοχάς της χώρας και του εξωτερικού. bbox=[363, 767, 578, 831]
article-body bbox=[25, 1141, 351, 1326]
article-text: Μηνύματα και ειδήσεις του ημερησίου τύπου καταχωρούνται ενταύθα εις πυκνήν στοιχειοθεσίαν, περιγράφοντα τα γεγονότα της ημέρας εις τας διαφόρους περιοχάς της χώρας και του εξωτερικού. bbox=[1141, 472, 1560, 523]
face-image bbox=[935, 161, 1060, 332]
article-text: Μηνύματα και ειδήσεις του ημερησίου τύπου καταχωρούνται ενταύθα εις πυκνήν στοιχειοθεσίαν, περιγράφοντα τα γεγονότα της ημέρας εις τας διαφόρους περιοχάς της χώρας και του εξωτερικού. bbox=[1141, 549, 1560, 587]
ad-company: ολυμπιακη bbox=[676, 2240, 937, 2290]
section-kicker: ΕΠΙΤΑ ΤΡΑΥΜΑΤΙΑΙ bbox=[986, 1573, 1102, 1587]
divider bbox=[359, 563, 582, 565]
section-kicker: ΟΥΔΕΜΙΑ ΥΠΟΧΩΡΗΣΙΣ bbox=[974, 972, 1113, 986]
headline: ΑΦΟΥ ΑΠΗΥΘΥΝΕ ΘΕΡΜΗΝ ΕΚΚΛΗΣΙΝ bbox=[1216, 1126, 1485, 1143]
text-column bbox=[770, 1533, 949, 1979]
article-text: Μηνύματα και ειδήσεις του ημερησίου τύπου καταχωρούνται ενταύθα εις πυκνήν στοιχειοθεσίαν, περιγράφοντα τα γεγονότα της ημέρας εις τας διαφόρους περιοχάς της χώρας και του εξωτερικού. bbox=[774, 1652, 945, 1743]
divider bbox=[359, 304, 582, 306]
article-text: Μηνύματα και ειδήσεις του ημερησίου τύπου καταχωρούνται ενταύθα εις πυκνήν στοιχειοθεσίαν, περιγράφοντα τα γεγονότα της ημέρας εις τας διαφόρους περιοχάς της χώρας και του εξωτερικού. bbox=[774, 968, 945, 1059]
headline: ΑΥΞΑΝΕΤΑΙ ΤΟ ΚΕΦΑΛΑΙΟΝ ΤΗΣ ΙΣΟΛΑ bbox=[359, 1449, 582, 1487]
article-text: Μηνύματα και ειδήσεις του ημερησίου τύπου καταχωρούνται ενταύθα εις πυκνήν στοιχειοθεσίαν, περιγράφοντα τα γεγονότα της ημέρας εις τας διαφόρους περιοχάς της χώρας και του εξωτερικού. bbox=[590, 771, 760, 863]
main-headline: ΝΕΚΡΟΙ ΚΑΙ ΤΡΑΥΜΑΤΙΑΙ ΕΙΣ ΒΟΡ. ΕΛΛΑΔΑ bbox=[622, 1364, 1097, 1427]
article-body bbox=[363, 1089, 578, 1235]
article-text: Μηνύματα και ειδήσεις του ημερησίου τύπου καταχωρούνται ενταύθα εις πυκνήν στοιχειοθεσίαν, περιγράφοντα τα γεγονότα της ημέρας εις τας διαφόρους περιοχάς της χώρας και του εξωτερικού. bbox=[1141, 1235, 1560, 1272]
article-text: Μηνύματα και ειδήσεις του ημερησίου τύπου καταχωρούνται ενταύθα εις πυκνήν στοιχειοθεσίαν, περιγράφοντα τα γεγονότα της ημέρας εις τας διαφόρους περιοχάς της χώρας και του εξωτερικού. bbox=[25, 854, 352, 906]
section-kicker: ΣΙΤΗΡΑ bbox=[166, 1841, 211, 1855]
article-text: Μηνύματα και ειδήσεις του ημερησίου τύπου καταχωρούνται ενταύθα εις πυκνήν στοιχειοθεσίαν, περιγράφοντα τα γεγονότα της ημέρας εις τας διαφόρους περιοχάς της χώρας και του εξωτερικού. bbox=[363, 968, 578, 1032]
article-text: Μηνύματα και ειδήσεις του ημερησίου τύπου καταχωρούνται ενταύθα εις πυκνήν στοιχειοθεσίαν, περιγράφοντα τα γεγονότα της ημέρας εις τας διαφόρους περιοχάς της χώρας και του εξωτερικού. bbox=[774, 759, 945, 850]
divider bbox=[586, 751, 1133, 752]
article-body bbox=[590, 1744, 760, 1837]
article-text: Μηνύματα και ειδήσεις του ημερησίου τύπου καταχωρούνται ενταύθα εις πυκνήν στοιχειοθεσίαν, περιγράφοντα τα γεγονότα της ημέρας εις τας διαφόρους περιοχάς της χώρας και του εξωτερικού. bbox=[363, 700, 578, 765]
divider bbox=[22, 463, 355, 465]
section-kicker: ΝΕΚΡΟΣ ΕΙΣ ΗΡΑΚΛΕΙΟΝ bbox=[970, 1860, 1117, 1873]
article-body bbox=[958, 1726, 1129, 1819]
text-column bbox=[586, 1533, 764, 1979]
dateline: ΙΩΑΝΝΙΝΑ, 28.— bbox=[25, 100, 117, 112]
divider bbox=[22, 797, 355, 799]
divider bbox=[586, 1528, 1133, 1529]
article-body bbox=[363, 887, 578, 1033]
article-body bbox=[774, 1175, 945, 1268]
divider bbox=[359, 1441, 582, 1443]
article-text: Μηνύματα και ειδήσεις του ημερησίου τύπου καταχωρούνται ενταύθα εις πυκνήν στοιχειοθεσίαν, περιγράφοντα τα γεγονότα της ημέρας εις τας διαφόρους περιοχάς της χώρας και του εξωτερικού. bbox=[958, 1727, 1129, 1818]
article-text: Μηνύματα και ειδήσεις του ημερησίου τύπου καταχωρούνται ενταύθα εις πυκνήν στοιχειοθεσίαν, περιγράφοντα τα γεγονότα της ημέρας εις τας διαφόρους περιοχάς της χώρας και του εξωτερικού. bbox=[25, 2054, 351, 2105]
headline: ΤΟ ΧΡΗΜΑΤΙΣΤΗΡΙΟΝ ΤΩΝ ΕΜΠΟΡΕΥΜΑΤΩΝ bbox=[75, 1796, 301, 1834]
article-text: Μηνύματα και ειδήσεις του ημερησίου τύπου καταχωρούνται ενταύθα εις πυκνήν στοιχειοθεσίαν, περιγράφοντα τα γεγονότα της ημέρας εις τας διαφόρους περιοχάς της χώρας και του εξωτερικού. bbox=[590, 1861, 760, 1952]
article-text: Μηνύματα και ειδήσεις του ημερησίου τύπου καταχωρούνται ενταύθα εις πυκνήν στοιχειοθεσίαν, περιγράφοντα τα γεγονότα της ημέρας εις τας διαφόρους περιοχάς της χώρας και του εξωτερικού. bbox=[25, 179, 351, 230]
deck: μεγαλυτέρου αριθμού στρατιωτών bbox=[617, 713, 1102, 746]
article-text: Μηνύματα και ειδήσεις του ημερησίου τύπου καταχωρούνται ενταύθα εις πυκνήν στοιχειοθεσίαν, περιγράφοντα τα γεγονότα της ημέρας εις τας διαφόρους περιοχάς της χώρας και του εξωτερικού. bbox=[590, 1153, 761, 1257]
shirt-image bbox=[896, 352, 1102, 445]
article-text: Μηνύματα και ειδήσεις του ημερησίου τύπου καταχωρούνται ενταύθα εις πυκνήν στοιχειοθεσίαν, περιγράφοντα τα γεγονότα της ημέρας εις τας διαφόρους περιοχάς της χώρας και του εξωτερικού. bbox=[590, 944, 760, 1048]
article-text: Μηνύματα και ειδήσεις του ημερησίου τύπου καταχωρούνται ενταύθα εις πυκνήν στοιχειοθεσίαν, περιγράφοντα τα γεγονότα της ημέρας εις τας διαφόρους περιοχάς της χώρας και του εξωτερικού. bbox=[590, 1535, 760, 1626]
article-body bbox=[25, 566, 351, 791]
section-kicker: ΦΟΝΙΚΗ ΣΥΓΚΡΟΥΣΙΣ bbox=[980, 1711, 1107, 1724]
article-text: Μηνύματα και ειδήσεις του ημερησίου τύπου καταχωρούνται ενταύθα εις πυκνήν στοιχειοθεσίαν, περιγράφοντα τα γεγονότα της ημέρας εις τας διαφόρους περιοχάς της χώρας και του εξωτερικού. bbox=[1141, 678, 1560, 717]
headline: ΥΠΕΡ ΤΗΣ ΠΡΟΣΤΑΣΙΑΣ ΤΟΥ ΠΕΡΙΒΑΛΛΟΝΤΟΣ ΧΩΡΟΥ bbox=[1162, 1148, 1539, 1165]
article-text: Μηνύματα και ειδήσεις του ημερησίου τύπου καταχωρούνται ενταύθα εις πυκνήν στοιχειοθεσίαν, περιγράφοντα τα γεγονότα της ημέρας εις τας διαφόρους περιοχάς της χώρας και του εξωτερικού. bbox=[363, 153, 578, 230]
article-text: Μηνύματα και ειδήσεις του ημερησίου τύπου καταχωρούνται ενταύθα εις πυκνήν στοιχειοθεσίαν, περιγράφοντα τα γεγονότα της ημέρας εις τας διαφόρους περιοχάς της χώρας και του εξωτερικού. bbox=[1141, 1509, 1560, 1560]
dateline: ΑΘΗΝΑΙ, 28.— bbox=[363, 86, 445, 98]
article-text: Μηνύματα και ειδήσεις του ημερησίου τύπου καταχωρούνται ενταύθα εις πυκνήν στοιχειοθεσίαν, περιγράφοντα τα γεγονότα της ημέρας εις τας διαφόρους περιοχάς της χώρας και του εξωτερικού. bbox=[1141, 406, 1560, 458]
article-body bbox=[25, 1390, 351, 1575]
article-text: Μηνύματα και ειδήσεις του ημερησίου τύπου καταχωρούνται ενταύθα εις πυκνήν στοιχειοθεσίαν, περιγράφοντα τα γεγονότα της ημέρας εις τας διαφόρους περιοχάς της χώρας και του εξωτερικού. bbox=[363, 1626, 578, 1705]
article-text: Μηνύματα και ειδήσεις του ημερησίου τύπου καταχωρούνται ενταύθα εις πυκνήν στοιχειοθεσίαν, περιγράφοντα τα γεγονότα της ημέρας εις τας διαφόρους περιοχάς της χώρας και του εξωτερικού. bbox=[958, 860, 1130, 964]
article-body bbox=[774, 1963, 945, 1977]
headline: ΑΝΕΥΡΕΣΙΣ ΠΤΩΜΑΤΩΝ ΑΓΝΟΟΥΜΕΝΩΝ ΑΓΩΝΙΣΤΩΝ bbox=[359, 1047, 582, 1085]
article-text: Μηνύματα και ειδήσεις του ημερησίου τύπου καταχωρούνται ενταύθα εις πυκνήν στοιχειοθεσίαν, περιγράφοντα τα γεγονότα της ημέρας εις τας διαφόρους περιοχάς της χώρας και του εξωτερικού. bbox=[363, 1369, 578, 1434]
headline: Η ΕΦΗΜΕΡΙΣ ΤΟΥ ΒΑΤΙΚΑΝΟΥ ΕΞΑΙΡΕΙ ΤΗΝ ΕΓΚΥΚΛΙΟΝ bbox=[1156, 925, 1544, 942]
article-text: Μηνύματα και ειδήσεις του ημερησίου τύπου καταχωρούνται ενταύθα εις πυκνήν στοιχειοθεσίαν, περιγράφοντα τα γεγονότα της ημέρας εις τας διαφόρους περιοχάς της χώρας και του εξωτερικού. bbox=[25, 312, 351, 363]
article-text: Μηνύματα και ειδήσεις του ημερησίου τύπου καταχωρούνται ενταύθα εις πυκνήν στοιχειοθεσίαν, περιγράφοντα τα γεγονότα της ημέρας εις τας διαφόρους περιοχάς της χώρας και του εξωτερικού. bbox=[363, 86, 578, 165]
headline: ΚΑΤΑΡΤΙΖΕΤΑΙ, ΤΗ ΣΥΝΔΡΟΜΗ ΤΟΥ ΟΗΕ, ΠΡΟΓΡΑΜΜΑ ΣΥΣΤΗΜΑΤΙΚΗΣ ΑΝΑΖΗΤΗΣΕΩΣ ΚΑΙ ΑΞΙΟΠΟΙΗΣΕΩΣ ΟΥΡΑΝΙΟΥΧΩΝ ΚΟΙΤΑΣΜΑΤΩΝ ΕΙΣ ΒΟΡΕΙΟΝ ΕΛΛΑΔΑ bbox=[37, 469, 339, 563]
article-text: Μηνύματα και ειδήσεις του ημερησίου τύπου καταχωρούνται ενταύθα εις πυκνήν στοιχειοθεσίαν, περιγράφοντα τα γεγονότα της ημέρας εις τας διαφόρους περιοχάς της χώρας και του εξωτερικού. bbox=[1141, 1482, 1560, 1520]
article-text: Μηνύματα και ειδήσεις του ημερησίου τύπου καταχωρούνται ενταύθα εις πυκνήν στοιχειοθεσίαν, περιγράφοντα τα γεγονότα της ημέρας εις τας διαφόρους περιοχάς της χώρας και του εξωτερικού. bbox=[958, 1590, 1129, 1681]
article-body bbox=[590, 1860, 760, 1953]
article-text: Μηνύματα και ειδήσεις του ημερησίου τύπου καταχωρούνται ενταύθα εις πυκνήν στοιχειοθεσίαν, περιγράφοντα τα γεγονότα της ημέρας εις τας διαφόρους περιοχάς της χώρας και του εξωτερικού. bbox=[1141, 1548, 1560, 1586]
dateline: ΒΟΣΤΩΝΗ, 28. (Ιδιαιτ. Υπηρ.).— bbox=[1141, 1168, 1322, 1180]
dateline: ΣΜΥΡΝΗ, 28. (Ρώυτερ).— bbox=[1141, 1349, 1293, 1361]
article-text: Μηνύματα και ειδήσεις του ημερησίου τύπου καταχωρούνται ενταύθα εις πυκνήν στοιχειοθεσίαν, περιγράφοντα τα γεγονότα της ημέρας εις τας διαφόρους περιοχάς της χώρας και του εξωτερικού. bbox=[1141, 808, 1560, 846]
ad-tagline: Ασφαλισθείτε bbox=[587, 2204, 742, 2229]
article-text: Μηνύματα και ειδήσεις του ημερησίου τύπου καταχωρούνται ενταύθα εις πυκνήν στοιχειοθεσίαν, περιγράφοντα τα γεγονότα της ημέρας εις τας διαφόρους περιοχάς της χώρας και του εξωτερικού. bbox=[1141, 705, 1560, 743]
article-body bbox=[1141, 1481, 1560, 1587]
section-kicker: ΣΠΑΝΤΕΣ ΕΛΑΙΑΙ bbox=[137, 1958, 239, 1971]
article-text: Μηνύματα και ειδήσεις του ημερησίου τύπου καταχωρούνται ενταύθα εις πυκνήν στοιχειοθεσίαν, περιγράφοντα τα γεγονότα της ημέρας εις τας διαφόρους περιοχάς της χώρας και του εξωτερικού. bbox=[25, 1898, 352, 1949]
article-body bbox=[25, 1973, 351, 2106]
dateline: ΠΑΡΙΣΙ, 28. (Ιδ. Υπ.).— bbox=[363, 888, 497, 900]
article-text: Μηνύματα και ειδήσεις του ημερησίου τύπου καταχωρούνται ενταύθα εις πυκνήν στοιχειοθεσίαν, περιγράφοντα τα γεγονότα της ημέρας εις τας διαφόρους περιοχάς της χώρας και του εξωτερικού. bbox=[590, 1744, 760, 1835]
article-body bbox=[1141, 677, 1560, 783]
article-body bbox=[590, 758, 760, 1049]
article-body bbox=[958, 988, 1129, 1173]
headline: ΕΓΙΝΕ ΜΟΝΑΧΟΣ ΔΙΟΤΙ ΑΠΩΛΕΣΕ ΤΗΝ ΣΥΖΥΓΟΝ ΤΟΥ bbox=[359, 846, 582, 884]
article-text: Μηνύματα και ειδήσεις του ημερησίου τύπου καταχωρούνται ενταύθα εις πυκνήν στοιχειοθεσίαν, περιγράφοντα τα γεγονότα της ημέρας εις τας διαφόρους περιοχάς της χώρας και του εξωτερικού. bbox=[590, 460, 1129, 484]
section-kicker: ΑΙΜΑΤΗΡΑ ΣΥΓΚΡΟΥΣΙΣ bbox=[788, 1635, 931, 1649]
deck: Ο Λαίρντ δεν αποκλείει αποχώρησιν bbox=[603, 676, 1116, 710]
article-text: Μηνύματα και ειδήσεις του ημερησίου τύπου καταχωρούνται ενταύθα εις πυκνήν στοιχειοθεσίαν, περιγράφοντα τα γεγονότα της ημέρας εις τας διαφόρους περιοχάς της χώρας και του εξωτερικού. bbox=[363, 425, 578, 490]
dateline: ΑΘΗΝΑΙ, 28.— bbox=[363, 1626, 445, 1638]
article-text: Μηνύματα και ειδήσεις του ημερησίου τύπου καταχωρούνται ενταύθα εις πυκνήν στοιχειοθεσίαν, περιγράφοντα τα γεγονότα της ημέρας εις τας διαφόρους περιοχάς της χώρας και του εξωτερικού. bbox=[25, 1638, 351, 1690]
article-text: Μηνύματα και ειδήσεις του ημερησίου τύπου καταχωρούνται ενταύθα εις πυκνήν στοιχειοθεσίαν, περιγράφοντα τα γεγονότα της ημέρας εις τας διαφόρους περιοχάς της χώρας και του εξωτερικού. bbox=[25, 986, 351, 1038]
headline: ΧΑΣΙΣΕΜΠΟΡΟΙ ΕΙΣ ΘΕΣΣΑΛΟΝΙΚΗΝ bbox=[586, 45, 1133, 126]
section-kicker: ΕΥΡΕΘΗ ΝΕΚΡΟΣ bbox=[624, 1727, 726, 1741]
article-text: Μηνύματα και ειδήσεις του ημερησίου τύπου καταχωρούνται ενταύθα εις πυκνήν στοιχειοθεσίαν, περιγράφοντα τα γεγονότα της ημέρας εις τας διαφόρους περιοχάς της χώρας και του εξωτερικού. bbox=[25, 1026, 352, 1077]
section-kicker: ΡΕΚΟΡ ΠΩΛΗΣΕΩΝ bbox=[1294, 791, 1407, 805]
dateline: ΣΑΜΟΝ, 28. (Ιδ. υπ.).— bbox=[363, 1089, 498, 1101]
article-text: Μηνύματα και ειδήσεις του ημερησίου τύπου καταχωρούνται ενταύθα εις πυκνήν στοιχειοθεσίαν, περιγράφοντα τα γεγονότα της ημέρας εις τας διαφόρους περιοχάς της χώρας και του εξωτερικού. bbox=[958, 1211, 1129, 1302]
column-rule bbox=[583, 39, 584, 2294]
article-text: Μηνύματα και ειδήσεις του ημερησίου τύπου καταχωρούνται ενταύθα εις πυκνήν στοιχειοθεσίαν, περιγράφοντα τα γεγονότα της ημέρας εις τας διαφόρους περιοχάς της χώρας και του εξωτερικού. bbox=[25, 100, 351, 151]
article-body bbox=[25, 1858, 351, 1951]
section-kicker: ΕΠΙΘΕΣΙΣ ΑΝΤΑΡΤΩΝ bbox=[980, 764, 1107, 777]
article-text: Μηνύματα και ειδήσεις του ημερησίου τύπου καταχωρούνται ενταύθα εις πυκνήν στοιχειοθεσίαν, περιγράφοντα τα γεγονότα της ημέρας εις τας διαφόρους περιοχάς της χώρας και του εξωτερικού. bbox=[774, 1535, 945, 1626]
article-text: Μηνύματα και ειδήσεις του ημερησίου τύπου καταχωρούνται ενταύθα εις πυκνήν στοιχειοθεσίαν, περιγράφοντα τα γεγονότα της ημέρας εις τας διαφόρους περιοχάς της χώρας και του εξωτερικού. bbox=[590, 851, 761, 956]
article-text: Μηνύματα και ειδήσεις του ημερησίου τύπου καταχωρούνται ενταύθα εις πυκνήν στοιχειοθεσίαν, περιγράφοντα τα γεγονότα της ημέρας εις τας διαφόρους περιοχάς της χώρας και του εξωτερικού. bbox=[1141, 1027, 1560, 1066]
article-text: Μηνύματα και ειδήσεις του ημερησίου τύπου καταχωρούνται ενταύθα εις πυκνήν στοιχειοθεσίαν, περιγράφοντα τα γεγονότα της ημέρας εις τας διαφόρους περιοχάς της χώρας και του εξωτερικού. bbox=[25, 1974, 351, 2025]
divider bbox=[1137, 1280, 1564, 1282]
headline: ΔΙΑΨΕΥΔΟΥΣΑ ΤΑΣ ΦΗΜΑΣ ΠΕΡΙ ΑΝΑΚΛΗΣΕΩΣ ΤΗΣ bbox=[1170, 967, 1531, 983]
left-page-edge bbox=[0, 0, 20, 2335]
main-headline: ΕΚ ΜΕΓΑΛΟΥ ΑΡΙΘΜΟΥ ΤΡΟΧΑΙΩΝ ΑΤΥΧΗΜΑΤΩΝ bbox=[620, 1426, 1099, 1490]
article-text: Μηνύματα και ειδήσεις του ημερησίου τύπου καταχωρούνται ενταύθα εις πυκνήν στοιχειοθεσίαν, περιγράφοντα τα γεγονότα της ημέρας εις τας διαφόρους περιοχάς της χώρας και του εξωτερικού. bbox=[25, 272, 352, 323]
caption-text: Υπό οργάνων της γενικής ασφαλείας Θεσσαλονίκης συνελήφθησαν κατ' αυτάς οι επικίνδυνοι χασισέμποροι... bbox=[590, 447, 1129, 459]
headline: ΒΕΛΤΙΩΣΙΝ ΤΩΝ ΣΧΕΣΕΩΝ ΜΕΤΑ ΤΟΥ ΚΟΓΚΟ bbox=[1195, 1462, 1506, 1478]
article-body bbox=[774, 1651, 945, 1744]
article-text: Μηνύματα και ειδήσεις του ημερησίου τύπου καταχωρούνται ενταύθα εις πυκνήν στοιχειοθεσίαν, περιγράφοντα τα γεγονότα της ημέρας εις τας διαφόρους περιοχάς της χώρας και του εξωτερικού. bbox=[1141, 861, 1560, 912]
article-text: Μηνύματα και ειδήσεις του ημερησίου τύπου καταχωρούνται ενταύθα εις πυκνήν στοιχειοθεσίαν, περιγράφοντα τα γεγονότα της ημέρας εις τας διαφόρους περιοχάς της χώρας και του εξωτερικού. bbox=[1141, 602, 1560, 653]
